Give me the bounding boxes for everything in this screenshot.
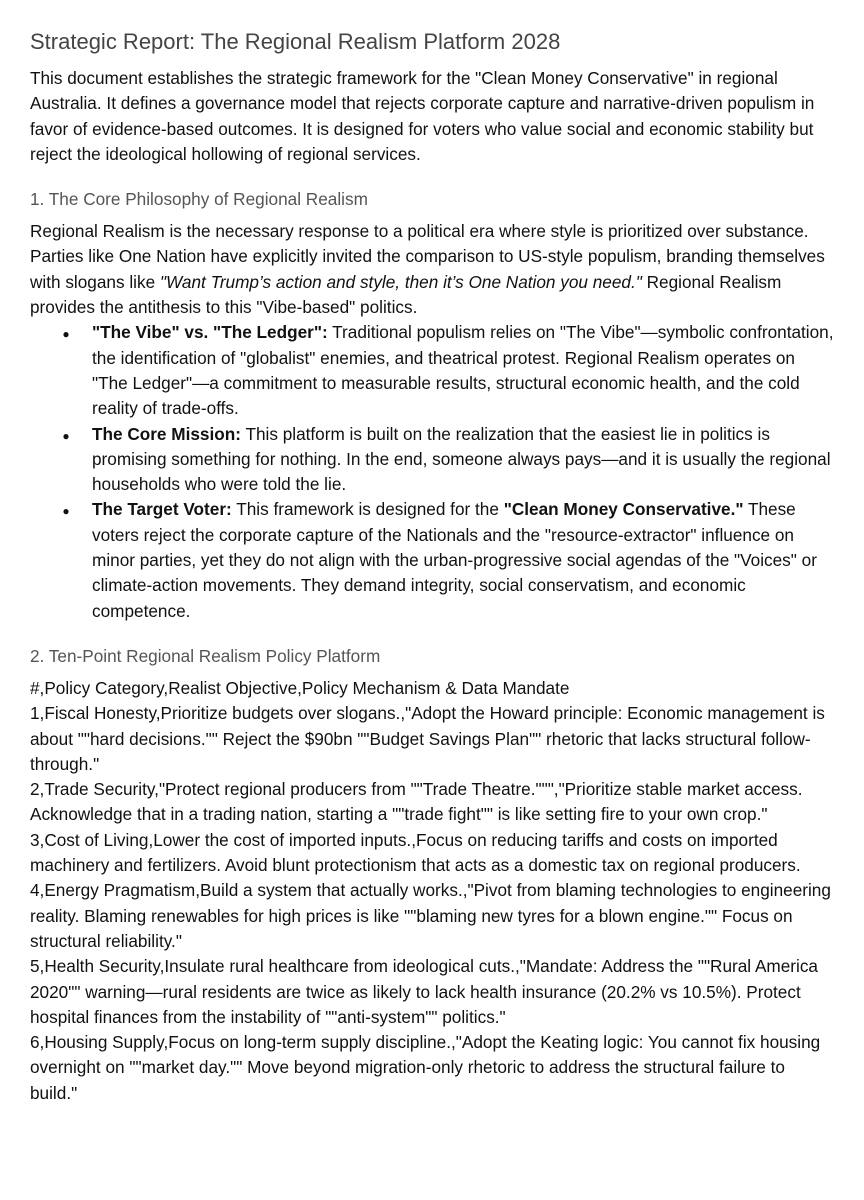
section-1-paragraph xyxy=(30,219,834,320)
bullet-text: This platform is built on the realization that the easiest lie in politics is promising something for nothing. In the end, someone always pays—and it is usually the regional households who were told the lie. xyxy=(92,423,831,495)
csv-header-line: #,Policy Category,Realist Objective,Policy Mechanism & Data Mandate xyxy=(30,677,570,698)
csv-line: 4,Energy Pragmatism,Build a system that actually works.,"Pivot from blaming technologies to engineering reality. Blaming renewables for high prices is like ""blaming new tyres for a blown engine."" Focus on structural reliability." xyxy=(30,880,831,951)
bullet-item-vibe-vs-ledger xyxy=(60,320,834,421)
document-title: Strategic Report: The Regional Realism Platform 2028 xyxy=(30,29,561,54)
section-2-heading: 2. Ten-Point Regional Realism Policy Platform xyxy=(30,645,381,666)
bullet-lead: "The Vibe" vs. "The Ledger": xyxy=(92,322,328,343)
bullet-lead: The Target Voter: xyxy=(92,499,232,520)
bullet-dot-icon xyxy=(60,422,72,449)
csv-line: 3,Cost of Living,Lower the cost of imported inputs.,Focus on reducing tariffs and costs on imported machinery and fertilizers. Avoid blunt protectionism that acts as a domestic tax on regional producers. xyxy=(30,829,801,876)
section-1-paragraph-start: Regional Realism is the necessary response to a political era where style is prioritized over substance. Parties like One Nation have explicitly invited the comparison to US-style populism, branding themselves with slogans like xyxy=(30,221,825,292)
csv-line: 2,Trade Security,"Protect regional producers from ""Trade Theatre.""","Prioritize stable market access. Acknowledge that in a trading nation, starting a ""trade fight"" is like setting fire to your own crop." xyxy=(30,779,803,825)
csv-line: 1,Fiscal Honesty,Prioritize budgets over slogans.,"Adopt the Howard principle: Economic management is about ""hard decisions."" Reject the $90bn ""Budget Savings Plan"" rhetoric that lacks structural follow-through." xyxy=(30,703,825,774)
section-1-heading: 1. The Core Philosophy of Regional Realism xyxy=(30,189,368,210)
bullet-dot-icon xyxy=(60,320,72,347)
policy-platform-csv xyxy=(30,676,834,1106)
bullet-item-target-voter xyxy=(60,497,834,623)
bullet-text: Traditional populism relies on "The Vibe"—symbolic confrontation, the identification of "globalist" enemies, and theatrical protest. Regional Realism operates on "The Ledger"—a commitment to measurable results, structural economic health, and the cold reality of trade-offs. xyxy=(92,322,834,419)
bullet-lead: The Core Mission: xyxy=(92,423,241,444)
csv-line: 5,Health Security,Insulate rural healthcare from ideological cuts.,"Mandate: Address the ""Rural America 2020"" warning—rural residents are twice as likely to lack health insurance (20.2% vs 10.5%). Protect hospital finances from the instability of ""anti-system"" politics." xyxy=(30,956,818,1027)
bullet-lead-secondary: "Clean Money Conservative." xyxy=(503,499,744,520)
csv-line: 6,Housing Supply,Focus on long-term supply discipline.,"Adopt the Keating logic: You cannot fix housing overnight on ""market day."" Move beyond migration-only rhetoric to address the structural failure to build." xyxy=(30,1032,821,1103)
bullet-text-a: This framework is designed for the xyxy=(231,499,504,520)
bullet-dot-icon xyxy=(60,497,72,524)
bullet-text: These voters reject the corporate capture of the Nationals and the "resource-extractor" influence on minor parties, yet they do not align with the urban-progressive social agendas of the "Voices" or climate-action movements. They demand integrity, social conservatism, and economic competence. xyxy=(92,499,817,621)
intro-paragraph: This document establishes the strategic framework for the "Clean Money Conservative" in regional Australia. It defines a governance model that rejects corporate capture and narrative-driven populism in favor of evidence-based outcomes. It is designed for voters who value social and economic stability but reject the ideological hollowing of regional services. xyxy=(30,68,815,164)
slogan-quote: "Want Trump’s action and style, then it’s One Nation you need." xyxy=(159,271,642,292)
section-1-paragraph-end: Regional Realism provides the antithesis to this "Vibe-based" politics. xyxy=(30,271,782,318)
bullet-item-core-mission xyxy=(60,422,834,498)
philosophy-bullet-list xyxy=(30,320,834,624)
